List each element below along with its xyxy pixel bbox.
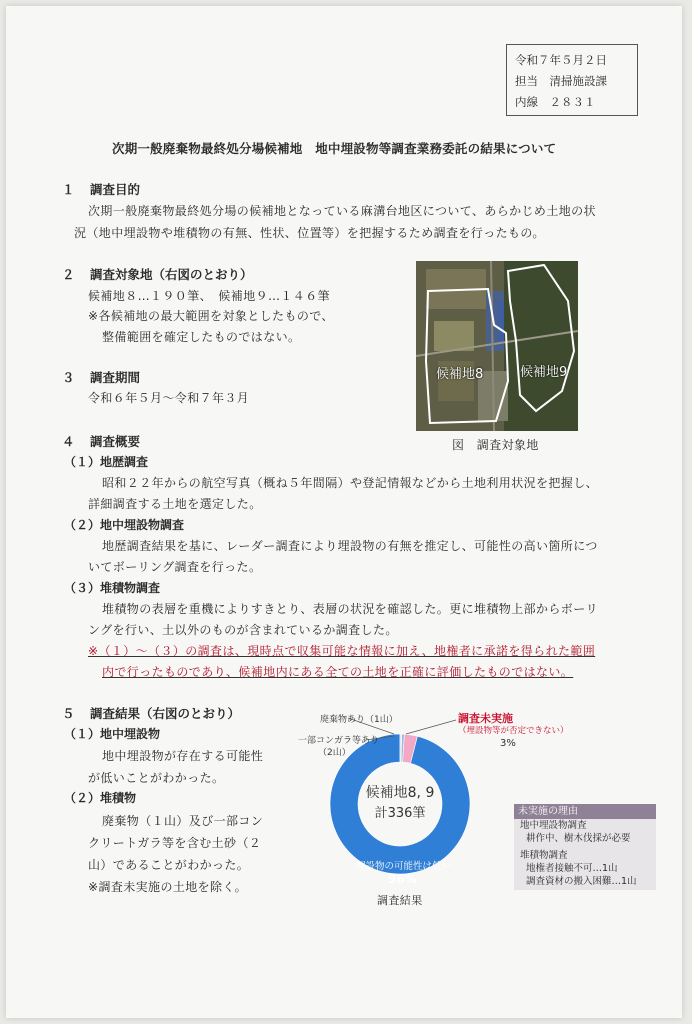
donut-center-line2: 計336筆 [374, 806, 426, 821]
s5-heading: 調査結果（右図のとおり） [90, 706, 241, 721]
s4-sub-3-text-2: ングを行い、土以外のものが含まれているか調査した。 [88, 623, 398, 637]
s3-number: ３ [62, 370, 75, 385]
s4-note-1: ※（１）～（３）の調査は、現時点で収集可能な情報に加え、地権者に承諾を得られた範囲 [88, 644, 596, 658]
stamp-dept: 担当 清掃施設課 [515, 74, 607, 88]
s5-sub-2: （２）堆積物 [64, 791, 137, 805]
reasons-header: 未実施の理由 [514, 804, 656, 819]
s4-sub-1: （１）地歴調査 [64, 455, 149, 469]
label-concrete-sub: （2山） [318, 748, 351, 758]
label-waste: 廃棄物あり（1山） [320, 715, 398, 725]
s4-sub-3-text-1: 堆積物の表層を重機によりすきとり、表層の状況を確認した。更に堆積物上部からボーリ [102, 602, 599, 616]
label-concrete: 一部コンガラ等あり [298, 736, 380, 746]
aerial-map [416, 261, 578, 431]
s2-number: ２ [62, 267, 75, 282]
donut-center-line1: 候補地8, 9 [365, 785, 435, 801]
s4-sub-2-text-1: 地歴調査結果を基に、レーダー調査により埋設物の有無を推定し、可能性の高い箇所につ [102, 539, 598, 553]
s5-sub-2-text-2: クリートガラ等を含む土砂（２ [88, 836, 262, 850]
s4-note-2: 内で行ったものであり、候補地内にある全ての土地を正確に評価したものではない。 [102, 665, 574, 679]
reasons-group-2-item-1: 地権者接触不可…1山 [526, 863, 618, 874]
s4-sub-1-text-1: 昭和２２年からの航空写真（概ね５年間隔）や登記情報などから土地利用状況を把握し、 [102, 476, 599, 490]
s3-heading: 調査期間 [90, 370, 141, 385]
map-label-9: 候補地9 [520, 365, 568, 380]
reasons-group-1: 地中埋設物調査 [520, 820, 587, 831]
label-not-surveyed-pct: 3% [500, 738, 516, 749]
stamp-date: 令和７年５月２日 [515, 53, 607, 67]
s1-heading: 調査目的 [90, 182, 141, 197]
document-title: 次期一般廃棄物最終処分場候補地 地中埋設物等調査業務委託の結果について [112, 141, 557, 156]
s2-text-3: 整備範囲を確定したものではない。 [102, 330, 301, 344]
reasons-group-2-item-2: 調査資材の搬入困難…1山 [526, 876, 637, 887]
s4-sub-2: （２）地中埋設物調査 [64, 518, 185, 532]
label-not-surveyed: 調査未実施 [458, 712, 513, 725]
s5-sub-2-text-3: 山）であることがわかった。 [88, 858, 250, 872]
s4-sub-3: （３）堆積物調査 [64, 581, 161, 595]
s1-text-1: 次期一般廃棄物最終処分場の候補地となっている麻溝台地区について、あらかじめ土地の状 [88, 204, 596, 218]
reasons-group-2: 堆積物調査 [520, 850, 568, 861]
s1-number: １ [62, 182, 75, 197]
not-surveyed-reasons [514, 804, 656, 890]
map-label-8: 候補地8 [436, 367, 484, 382]
map-caption: 図 調査対象地 [452, 438, 539, 452]
label-low-possibility-pct: 96% [388, 872, 417, 886]
s4-heading: 調査概要 [90, 434, 141, 449]
s1-text-2: 況（地中埋設物や堆積物の有無、性状、位置等）を把握するため調査を行ったもの。 [74, 226, 545, 240]
s2-heading: 調査対象地（右図のとおり） [90, 267, 253, 282]
s5-sub-1-text-2: が低いことがわかった。 [88, 771, 225, 785]
s5-sub-1-text-1: 地中埋設物が存在する可能性 [102, 749, 264, 763]
chart-caption: 調査結果 [377, 894, 423, 907]
s5-sub-1: （１）地中埋設物 [64, 727, 161, 741]
label-low-possibility: 埋設物の可能性は低い [356, 861, 452, 872]
s5-number: ５ [62, 706, 75, 721]
s5-sub-2-text-1: 廃棄物（１山）及び一部コン [102, 814, 264, 828]
s5-note: ※調査未実施の土地を除く。 [88, 880, 248, 894]
s2-text-1: 候補地８…１９０筆、 候補地９…１４６筆 [88, 289, 331, 303]
stamp-ext: 内線 ２８３１ [515, 95, 596, 109]
s4-sub-2-text-2: いてボーリング調査を行った。 [88, 560, 262, 574]
reasons-group-1-item: 耕作中、樹木伐採が必要 [526, 833, 631, 844]
stamp-box [506, 44, 638, 116]
label-not-surveyed-sub: （埋設物等が否定できない） [458, 726, 569, 736]
s3-text-1: 令和６年５月～令和７年３月 [88, 391, 250, 405]
leader-line-2 [406, 720, 456, 734]
s4-number: ４ [62, 434, 75, 449]
s4-sub-1-text-2: 詳細調査する土地を選定した。 [88, 497, 262, 511]
s2-text-2: ※各候補地の最大範囲を対象としたもので、 [88, 309, 334, 323]
